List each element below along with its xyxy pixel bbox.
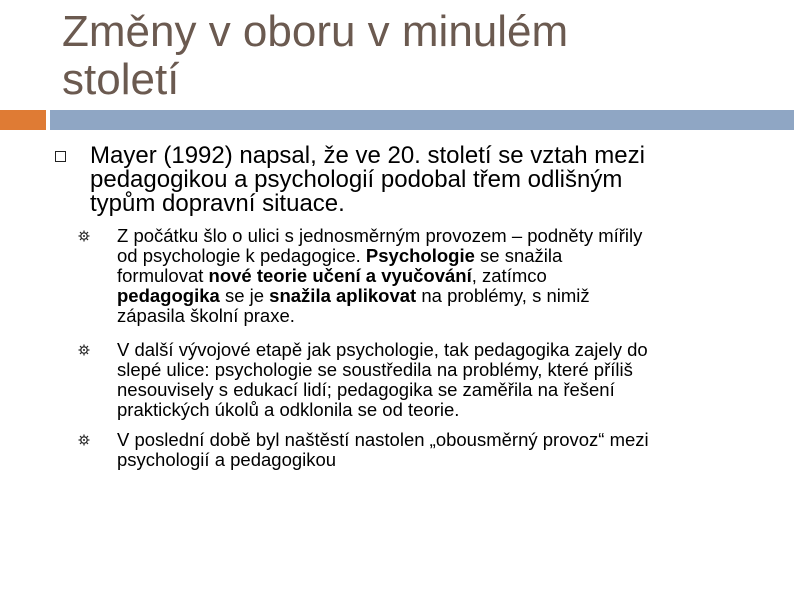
sub2-line-2: slepé ulice: psychologie se soustředila na problémy, které příliš	[117, 359, 633, 380]
sub1-line-1: Z počátku šlo o ulici s jednosměrným provozem – podněty mířily	[117, 225, 643, 246]
gear-bullet-icon	[78, 344, 90, 356]
title-line-2: století	[62, 55, 180, 104]
title-rule-bar	[50, 110, 794, 130]
sub-bullet-text	[117, 226, 757, 326]
bold-text-run: Psychologie	[365, 245, 475, 266]
sub2-line-3: nesouvisely s edukací lidí; pedagogika se zaměřila na řešení	[117, 379, 615, 400]
bold-text-run: nové teorie učení a vyučování	[208, 265, 472, 286]
main-bullet-line-2: pedagogikou a psychologií podobal třem odlišným	[90, 166, 623, 193]
sub-bullet-text	[117, 340, 757, 420]
main-bullet-text	[90, 144, 750, 216]
gear-bullet-icon	[78, 230, 90, 242]
text-run: se snažila	[474, 245, 563, 266]
sub2-line-4: praktických úkolů a odklonila se od teorie.	[117, 399, 460, 420]
sub1-line-5: zápasila školní praxe.	[117, 305, 295, 326]
text-run: na problémy, s nimiž	[416, 285, 590, 306]
sub-bullet-text	[117, 430, 757, 470]
sub-bullet-list	[78, 226, 768, 470]
bold-text-run: pedagogika	[117, 285, 220, 306]
title-line-1: Změny v oboru v minulém	[62, 7, 569, 56]
sub-bullet-item	[78, 340, 768, 430]
sub-bullet-item	[78, 430, 768, 470]
sub1-line-4	[117, 286, 757, 306]
gear-bullet-icon	[78, 434, 90, 446]
sub1-line-3	[117, 266, 757, 286]
text-run: od psychologie k pedagogice.	[117, 245, 366, 266]
sub-bullet-item	[78, 226, 768, 340]
text-run: se je	[219, 285, 270, 306]
accent-bar	[0, 110, 46, 130]
text-run: , zatímco	[471, 265, 547, 286]
text-run: formulovat	[117, 265, 209, 286]
slide-title	[62, 8, 762, 104]
sub3-line-2: psychologií a pedagogikou	[117, 449, 337, 470]
sub2-line-1: V další vývojové etapě jak psychologie, tak pedagogika zajely do	[117, 339, 648, 360]
sub3-line-1: V poslední době byl naštěstí nastolen „obousměrný provoz“ mezi	[117, 429, 649, 450]
hollow-square-icon	[55, 151, 66, 162]
sub1-line-2	[117, 246, 757, 266]
main-bullet-line-3: typům dopravní situace.	[90, 190, 345, 217]
bold-text-run: snažila aplikovat	[269, 285, 417, 306]
main-bullet-line-1: Mayer (1992) napsal, že ve 20. století se vztah mezi	[90, 142, 645, 169]
